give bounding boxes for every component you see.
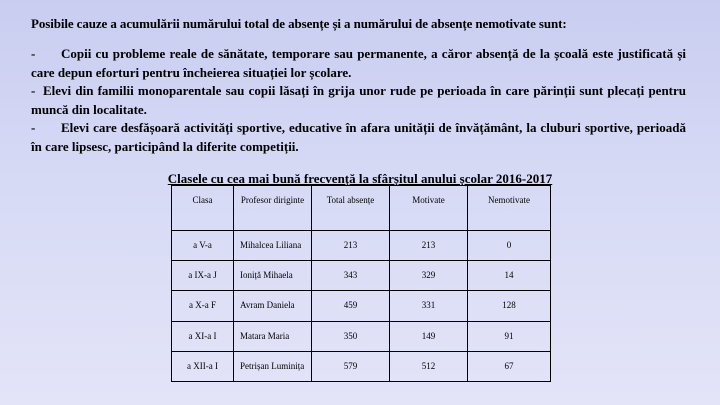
cell-total: 213 [312, 231, 390, 261]
cell-total: 343 [312, 261, 390, 291]
cell-teacher: Mihalcea Liliana [234, 231, 312, 261]
cell-excused: 213 [390, 231, 468, 261]
cell-teacher: Matara Maria [234, 321, 312, 351]
cause-text: Elevi care desfășoară activități sportive, educative în afara unității de învățământ, la cluburi sportive, perioadă în care lipsesc, participând la diferite competiții. [31, 120, 686, 154]
cell-unexcused: 91 [468, 321, 551, 351]
cell-unexcused: 0 [468, 231, 551, 261]
cell-excused: 512 [390, 351, 468, 381]
table-title: Clasele cu cea mai bună frecvență la sfârșitul anului școlar 2016-2017 [167, 171, 553, 186]
table-row [172, 321, 551, 351]
table-row [172, 291, 551, 321]
cause-text: Elevi din familii monoparentale sau copii lăsați în grija unor rude pe perioada în care părinții sunt plecați pentru muncă din localitate. [31, 83, 686, 117]
bullet-dash: - [31, 83, 36, 98]
table-row [172, 351, 551, 381]
bullet-dash: - [31, 120, 36, 135]
cell-class: a XI-a I [172, 321, 234, 351]
cell-excused: 331 [390, 291, 468, 321]
cause-item-sports [31, 119, 686, 156]
header-unexcused: Nemotivate [468, 186, 551, 231]
table-row [172, 231, 551, 261]
header-excused: Motivate [390, 186, 468, 231]
cell-teacher: Avram Daniela [234, 291, 312, 321]
cell-total: 579 [312, 351, 390, 381]
attendance-table [171, 185, 551, 382]
cell-class: a IX-a J [172, 261, 234, 291]
bullet-dash: - [31, 46, 36, 61]
cell-class: a XII-a I [172, 351, 234, 381]
cause-item-health [31, 45, 686, 82]
cell-unexcused: 128 [468, 291, 551, 321]
cell-class: a X-a F [172, 291, 234, 321]
cell-unexcused: 67 [468, 351, 551, 381]
cell-class: a V-a [172, 231, 234, 261]
cause-item-family [31, 82, 686, 119]
table-header-row [172, 186, 551, 231]
cell-excused: 329 [390, 261, 468, 291]
cell-teacher: Petrișan Luminița [234, 351, 312, 381]
header-teacher: Profesor diriginte [234, 186, 312, 231]
header-class: Clasa [172, 186, 234, 231]
causes-list [31, 45, 686, 156]
cell-unexcused: 14 [468, 261, 551, 291]
cell-excused: 149 [390, 321, 468, 351]
page-heading: Posibile cauze a acumulării numărului total de absențe și a numărului de absențe nemotivate sunt: [31, 16, 567, 31]
cell-teacher: Ioniță Mihaela [234, 261, 312, 291]
cell-total: 459 [312, 291, 390, 321]
header-total: Total absențe [312, 186, 390, 231]
cell-total: 350 [312, 321, 390, 351]
cause-text: Copii cu probleme reale de sănătate, temporare sau permanente, a căror absență de la școală este justificată și care depun eforturi pentru încheierea situației lor școlare. [31, 46, 686, 80]
table-row [172, 261, 551, 291]
